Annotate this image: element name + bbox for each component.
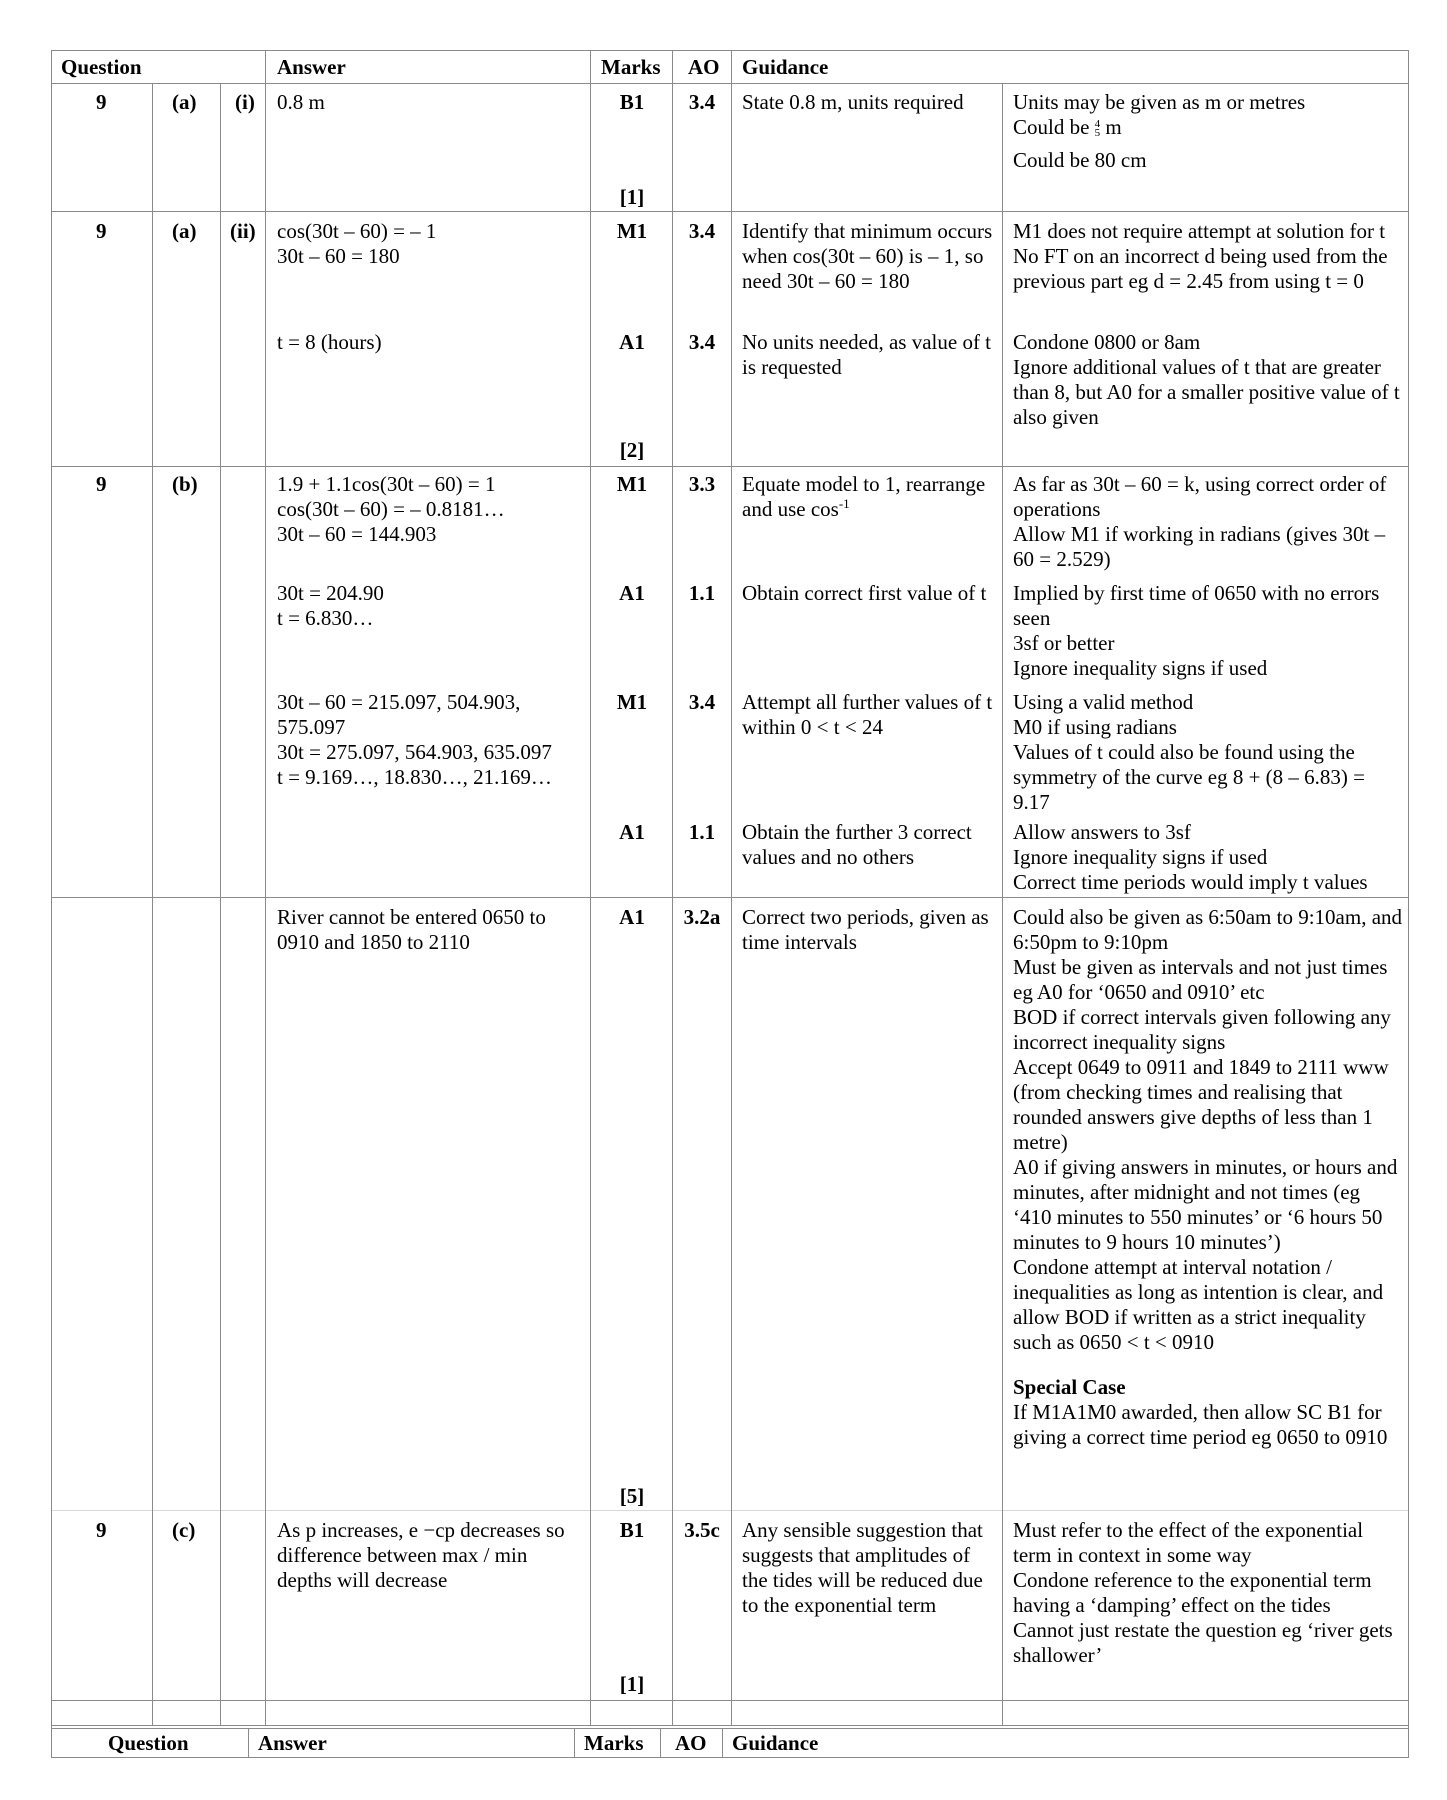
guidance-note: M1 does not require attempt at solution for t No FT on an incorrect d being used from the previous part eg d = 2.45 from using t = 0 bbox=[1013, 219, 1388, 293]
mark-total: [1] bbox=[619, 1672, 645, 1696]
footer-header-marks: Marks bbox=[584, 1731, 644, 1755]
mark-code: B1 bbox=[619, 1518, 645, 1542]
mark-total: [1] bbox=[619, 185, 645, 209]
answer-text: cos(30t – 60) = – 1 30t – 60 = 180 bbox=[277, 219, 437, 268]
answer-text: 30t – 60 = 215.097, 504.903, 575.097 30t = 275.097, 564.903, 635.097 t = 9.169…, 18.830…, 21.169… bbox=[277, 690, 552, 789]
guidance-note bbox=[1013, 115, 1403, 140]
footer-header-bottom bbox=[51, 1757, 1409, 1758]
question-number: 9 bbox=[96, 1518, 107, 1542]
ao-code: 3.4 bbox=[688, 90, 716, 114]
guidance-note: Could also be given as 6:50am to 9:10am, and 6:50pm to 9:10pm Must be given as intervals and not just times eg A0 for ‘0650 and 0910’ etc BOD if correct intervals given following any incorrect inequality signs Accept 0649 to 0911 and 1849 to 2111 www (from checking times and realising that rounded answers give depths of less than 1 metre) A0 if giving answers in minutes, or hours and minutes, after midnight and not times (eg ‘410 minutes to 550 minutes’ or ‘6 hours 50 minutes to 9 hours 10 minutes’) Condone attempt at interval notation / inequalities as long as intention is clear, and allow BOD if written as a strict inequality such as 0650 < t < 0910 bbox=[1013, 905, 1403, 1354]
question-number: 9 bbox=[96, 219, 107, 243]
mark-code: A1 bbox=[619, 330, 645, 354]
mark-code: M1 bbox=[616, 219, 648, 243]
col-line bbox=[152, 83, 153, 1725]
question-part: (a) bbox=[172, 90, 197, 114]
question-subpart: (ii) bbox=[230, 219, 256, 243]
header-marks: Marks bbox=[601, 55, 661, 79]
col-line bbox=[660, 1728, 661, 1757]
col-line bbox=[574, 1728, 575, 1757]
footer-header-top bbox=[51, 1728, 1409, 1729]
footer-header-question: Question bbox=[108, 1731, 189, 1755]
col-line bbox=[722, 1728, 723, 1757]
guidance-note: Allow answers to 3sf Ignore inequality signs if used Correct time periods would imply t values bbox=[1013, 820, 1368, 894]
guidance-note: Condone 0800 or 8am Ignore additional values of t that are greater than 8, but A0 for a smaller positive value of t also given bbox=[1013, 330, 1400, 429]
guidance-main-text: Equate model to 1, rearrange and use cos bbox=[742, 472, 986, 521]
question-number: 9 bbox=[96, 90, 107, 114]
ao-code: 3.5c bbox=[684, 1518, 720, 1542]
ao-code: 3.4 bbox=[688, 330, 716, 354]
superscript: -1 bbox=[838, 496, 850, 511]
question-number: 9 bbox=[96, 472, 107, 496]
fraction-denominator: 5 bbox=[1094, 127, 1101, 140]
header-guidance: Guidance bbox=[742, 55, 829, 79]
footer-header-guidance: Guidance bbox=[732, 1731, 819, 1755]
guidance-main bbox=[742, 472, 996, 522]
guidance-main: Obtain the further 3 correct values and no others bbox=[742, 820, 972, 869]
row-divider bbox=[51, 1700, 1409, 1701]
question-subpart: (i) bbox=[235, 90, 255, 114]
answer-text: As p increases, e −cp decreases so difference between max / min depths will decrease bbox=[277, 1518, 565, 1592]
ao-code: 3.4 bbox=[688, 690, 716, 714]
guidance-main: No units needed, as value of t is requested bbox=[742, 330, 992, 379]
header-question: Question bbox=[61, 55, 142, 79]
col-line bbox=[265, 50, 266, 1725]
mark-code: M1 bbox=[616, 690, 648, 714]
footer-header-answer: Answer bbox=[258, 1731, 327, 1755]
header-bottom-border bbox=[51, 83, 1409, 84]
question-part: (a) bbox=[172, 219, 197, 243]
answer-text: River cannot be entered 0650 to 0910 and 1850 to 2110 bbox=[277, 905, 546, 954]
col-line bbox=[220, 83, 221, 1725]
guidance-note: Could be 80 cm bbox=[1013, 148, 1147, 172]
table-top-border bbox=[51, 50, 1409, 51]
ao-code: 3.2a bbox=[683, 905, 721, 929]
guidance-main: Correct two periods, given as time intervals bbox=[742, 905, 989, 954]
answer-text: 30t = 204.90 t = 6.830… bbox=[277, 581, 384, 630]
col-line bbox=[731, 50, 732, 1725]
answer-text: 0.8 m bbox=[277, 90, 325, 114]
row-divider bbox=[51, 211, 1409, 212]
row-divider bbox=[51, 1510, 1409, 1511]
guidance-note-text: Could be bbox=[1013, 115, 1095, 139]
mark-code: A1 bbox=[619, 581, 645, 605]
guidance-note: Implied by first time of 0650 with no errors seen 3sf or better Ignore inequality signs if used bbox=[1013, 581, 1380, 680]
mark-total: [5] bbox=[619, 1484, 645, 1508]
mark-code: M1 bbox=[616, 472, 648, 496]
question-part: (c) bbox=[172, 1518, 196, 1542]
guidance-main: Obtain correct first value of t bbox=[742, 581, 987, 605]
guidance-note: As far as 30t – 60 = k, using correct order of operations Allow M1 if working in radians (gives 30t – 60 = 2.529) bbox=[1013, 472, 1387, 571]
special-case-title: Special Case bbox=[1013, 1375, 1126, 1399]
guidance-main: State 0.8 m, units required bbox=[742, 90, 964, 114]
mark-code: A1 bbox=[619, 820, 645, 844]
col-line bbox=[1002, 83, 1003, 1725]
fraction-numerator: 4 bbox=[1094, 118, 1101, 131]
answer-text: 1.9 + 1.1cos(30t – 60) = 1 cos(30t – 60) = – 0.8181… 30t – 60 = 144.903 bbox=[277, 472, 505, 546]
ao-code: 3.3 bbox=[688, 472, 716, 496]
footer-header-ao: AO bbox=[675, 1731, 707, 1755]
guidance-note-text: m bbox=[1100, 115, 1122, 139]
question-part: (b) bbox=[172, 472, 198, 496]
guidance-note: Using a valid method M0 if using radians Values of t could also be found using the symmetry of the curve eg 8 + (8 – 6.83) = 9.17 bbox=[1013, 690, 1366, 814]
ao-code: 1.1 bbox=[688, 820, 716, 844]
mark-code: A1 bbox=[619, 905, 645, 929]
row-divider bbox=[51, 466, 1409, 467]
mark-total: [2] bbox=[619, 438, 645, 462]
col-line bbox=[248, 1728, 249, 1757]
special-case-text: If M1A1M0 awarded, then allow SC B1 for giving a correct time period eg 0650 to 0910 bbox=[1013, 1400, 1388, 1449]
guidance-note: Must refer to the effect of the exponential term in context in some way Condone reference to the exponential term having a ‘damping’ effect on the tides Cannot just restate the question eg ‘river gets shallower’ bbox=[1013, 1518, 1393, 1667]
guidance-main: Identify that minimum occurs when cos(30t – 60) is – 1, so need 30t – 60 = 180 bbox=[742, 219, 993, 293]
guidance-main: Attempt all further values of t within 0 < t < 24 bbox=[742, 690, 993, 739]
guidance-main: Any sensible suggestion that suggests that amplitudes of the tides will be reduced due to the exponential term bbox=[742, 1518, 983, 1617]
ao-code: 1.1 bbox=[688, 581, 716, 605]
answer-text: t = 8 (hours) bbox=[277, 330, 382, 354]
col-line bbox=[1408, 50, 1409, 1757]
col-line bbox=[672, 50, 673, 1725]
table-bottom-border bbox=[51, 1725, 1409, 1726]
col-line bbox=[590, 50, 591, 1725]
ao-code: 3.4 bbox=[688, 219, 716, 243]
col-line bbox=[51, 50, 52, 1757]
mark-code: B1 bbox=[619, 90, 645, 114]
header-ao: AO bbox=[688, 55, 720, 79]
row-divider bbox=[51, 897, 1409, 898]
header-answer: Answer bbox=[277, 55, 346, 79]
guidance-note: Units may be given as m or metres bbox=[1013, 90, 1306, 114]
